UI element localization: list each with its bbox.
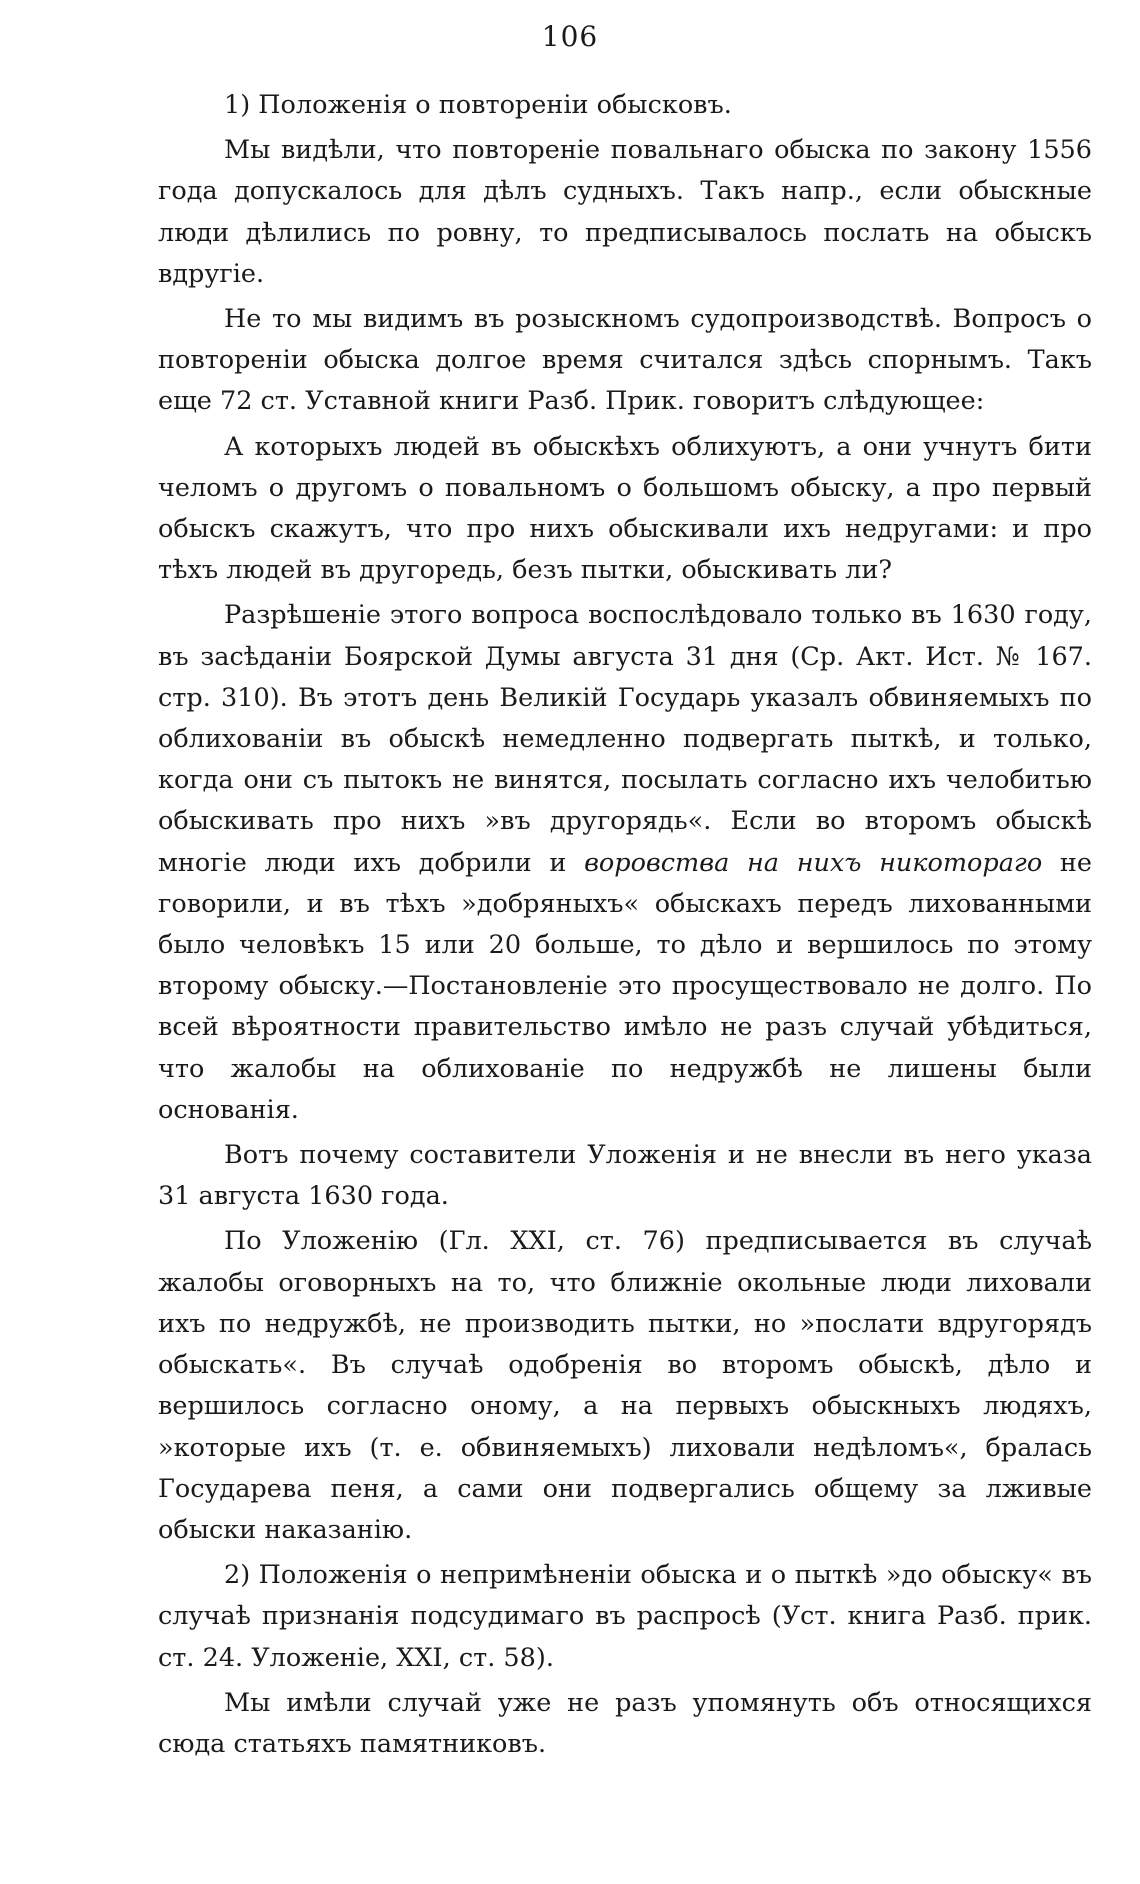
- paragraph-1556-law: Мы видѣли, что повтореніе повальнаго обыска по закону 1556 года допускалось для дѣлъ судныхъ. Такъ напр., если обыскные люди дѣлились по ровну, то предписывалось послать на обыскъ вдругіе.: [158, 135, 1092, 289]
- page-body-text: [158, 85, 1092, 1765]
- italic-phrase: воровства на нихъ никотораго: [584, 847, 1043, 878]
- page-number: 106: [541, 20, 599, 53]
- paragraph-closing: Мы имѣли случай уже не разъ упомянуть объ относящихся сюда статьяхъ памятниковъ.: [158, 1687, 1092, 1759]
- section-heading-repeat-searches: 1) Положенія о повтореніи обысковъ.: [224, 90, 732, 120]
- paragraph-investigative-procedure: Не то мы видимъ въ розыскномъ судопроизводствѣ. Вопросъ о повтореніи обыска долгое время считался здѣсь спорнымъ. Такъ еще 72 ст. Уставной книги Разб. Прик. говоритъ слѣдующее:: [158, 304, 1092, 417]
- paragraph-boyar-duma-part-2: не говорили, и въ тѣхъ »добряныхъ« обыскахъ передъ лихованными было человѣкъ 15 или 20 больше, то дѣло и вершилось по этому второму обыску.—Постановленіе это просуществовало не долго. По всей вѣроятности правительство имѣло не разъ случай убѣдиться, что жалобы на облихованіе по недружбѣ не лишены были основанія.: [158, 847, 1092, 1125]
- quoted-article-72: А которыхъ людей въ обыскѣхъ облихуютъ, а они учнутъ бити челомъ о другомъ о повальномъ о большомъ обыску, а про первый обыскъ скажутъ, что про нихъ обыскивали ихъ недругами: и про тѣхъ людей въ другоредь, безъ пытки, обыскивать ли?: [158, 431, 1092, 586]
- paragraph-ulozhenie-compilers: Вотъ почему составители Уложенія и не внесли въ него указа 31 августа 1630 года.: [158, 1140, 1092, 1212]
- paragraph-boyar-duma-1630: [158, 595, 1092, 1131]
- section-heading-non-application: 2) Положенія о непримѣненіи обыска и о пыткѣ »до обыску« въ случаѣ признанія подсудимаго въ распросѣ (Уст. книга Разб. прик. ст. 24. Уложеніе, XXI, ст. 58).: [158, 1560, 1092, 1673]
- paragraph-ulozhenie-chapter-21: По Уложенію (Гл. XXI, ст. 76) предписывается въ случаѣ жалобы оговорныхъ на то, что ближніе окольные люди лиховали ихъ по недружбѣ, не производить пытки, но »послати вдругорядъ обыскать«. Въ случаѣ одобренія во второмъ обыскѣ, дѣло и вершилось согласно оному, а на первыхъ обыскныхъ людяхъ, »которые ихъ (т. е. обвиняемыхъ) лиховали недѣломъ«, бралась Государева пеня, а сами они подвергались общему за лживые обыски наказанію.: [158, 1226, 1092, 1545]
- paragraph-boyar-duma-part-1: Разрѣшеніе этого вопроса воспослѣдовало только въ 1630 году, въ засѣданіи Боярской Думы августа 31 дня (Ср. Акт. Ист. № 167. стр. 310). Въ этотъ день Великій Государь указалъ обвиняемыхъ по облихованіи въ обыскѣ немедленно подвергать пыткѣ, и только, когда они съ пытокъ не винятся, посылать согласно ихъ челобитью обыскивать про нихъ »въ другорядь«. Если во второмъ обыскѣ многіе люди ихъ добрили и: [158, 600, 1092, 878]
